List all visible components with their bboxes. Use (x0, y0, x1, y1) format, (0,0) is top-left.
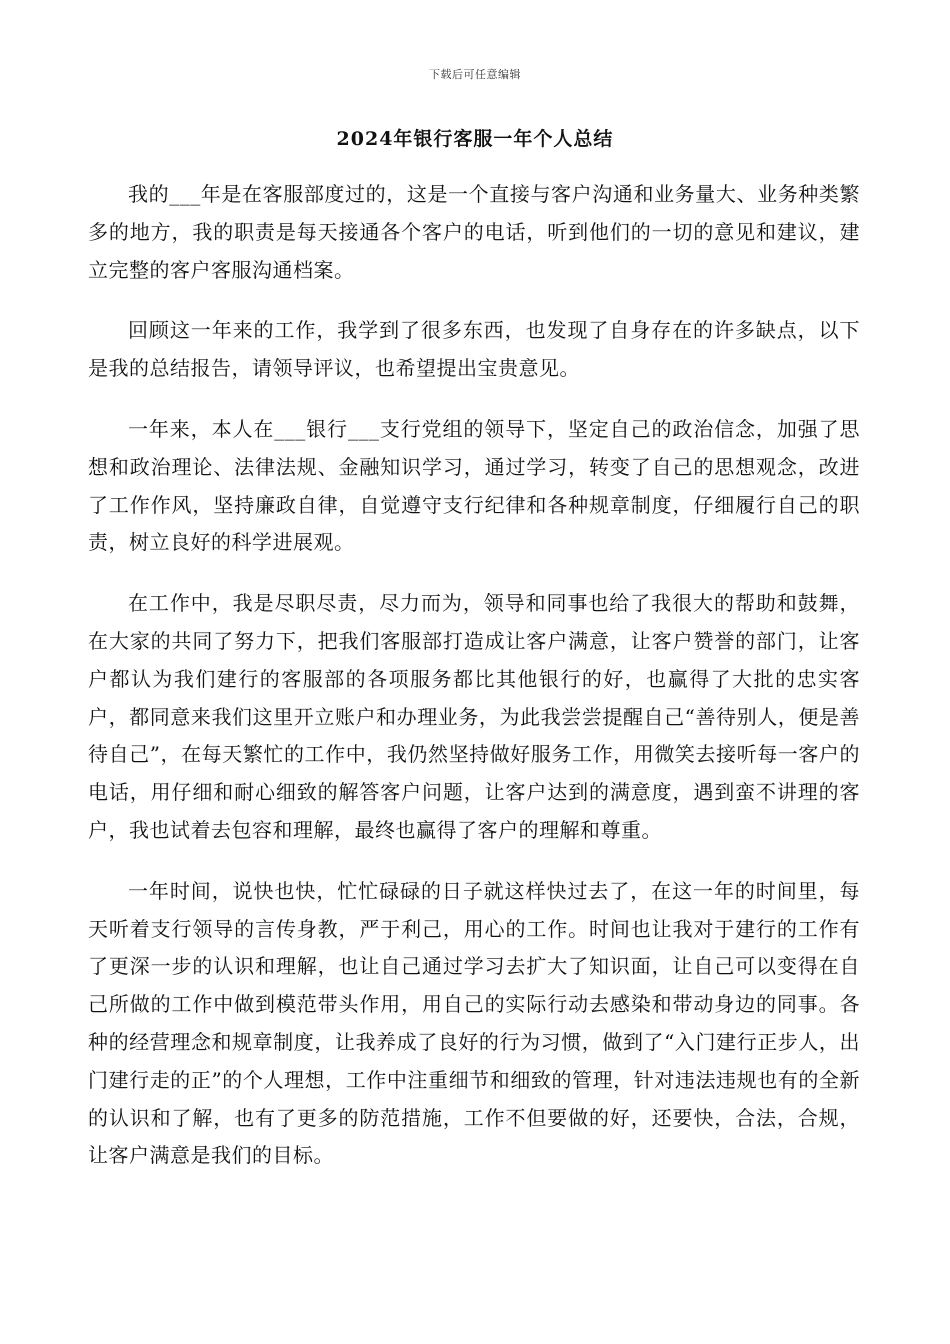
document-title: 2024年银行客服一年个人总结 (336, 128, 614, 150)
page-header-note: 下载后可任意编辑 (429, 68, 521, 81)
paragraph-1: 我的___年是在客服部度过的，这是一个直接与客户沟通和业务量大、业务种类繁多的地方，我的职责是每天接通各个客户的电话，听到他们的一切的意见和建议，建立完整的客户客服沟通档案。 (88, 182, 860, 282)
paragraph-4: 在工作中，我是尽职尽责，尽力而为，领导和同事也给了我很大的帮助和鼓舞，在大家的共同了努力下，把我们客服部打造成让客户满意，让客户赞誉的部门，让客户都认为我们建行的客服部的各项服务都比其他银行的好，也赢得了大批的忠实客户，都同意来我们这里开立账户和办理业务，为此我尝尝提醒自己“善待别人，便是善待自己”，在每天繁忙的工作中，我仍然坚持做好服务工作，用微笑去接听每一客户的电话，用仔细和耐心细致的解答客户问题，让客户达到的满意度，遇到蛮不讲理的客户，我也试着去包容和理解，最终也赢得了客户的理解和尊重。 (88, 591, 860, 842)
paragraph-3: 一年来，本人在___银行___支行党组的领导下，坚定自己的政治信念，加强了思想和政治理论、法律法规、金融知识学习，通过学习，转变了自己的思想观念，改进了工作作风，坚持廉政自律，自觉遵守支行纪律和各种规章制度，仔细履行自己的职责，树立良好的科学进展观。 (88, 416, 860, 555)
paragraph-2: 回顾这一年来的工作，我学到了很多东西，也发现了自身存在的许多缺点，以下是我的总结报告，请领导评议，也希望提出宝贵意见。 (88, 318, 860, 381)
document-body (88, 176, 860, 1198)
paragraph-5: 一年时间，说快也快，忙忙碌碌的日子就这样快过去了，在这一年的时间里，每天听着支行领导的言传身教，严于利己，用心的工作。时间也让我对于建行的工作有了更深一步的认识和理解，也让自己通过学习去扩大了知识面，让自己可以变得在自己所做的工作中做到模范带头作用，用自己的实际行动去感染和带动身边的同事。各种的经营理念和规章制度，让我养成了良好的行为习惯，做到了“入门建行正步人，出门建行走的正”的个人理想，工作中注重细节和细致的管理，针对违法违规也有的全新的认识和了解，也有了更多的防范措施，工作不但要做的好，还要快，合法，合规，让客户满意是我们的目标。 (88, 878, 860, 1168)
